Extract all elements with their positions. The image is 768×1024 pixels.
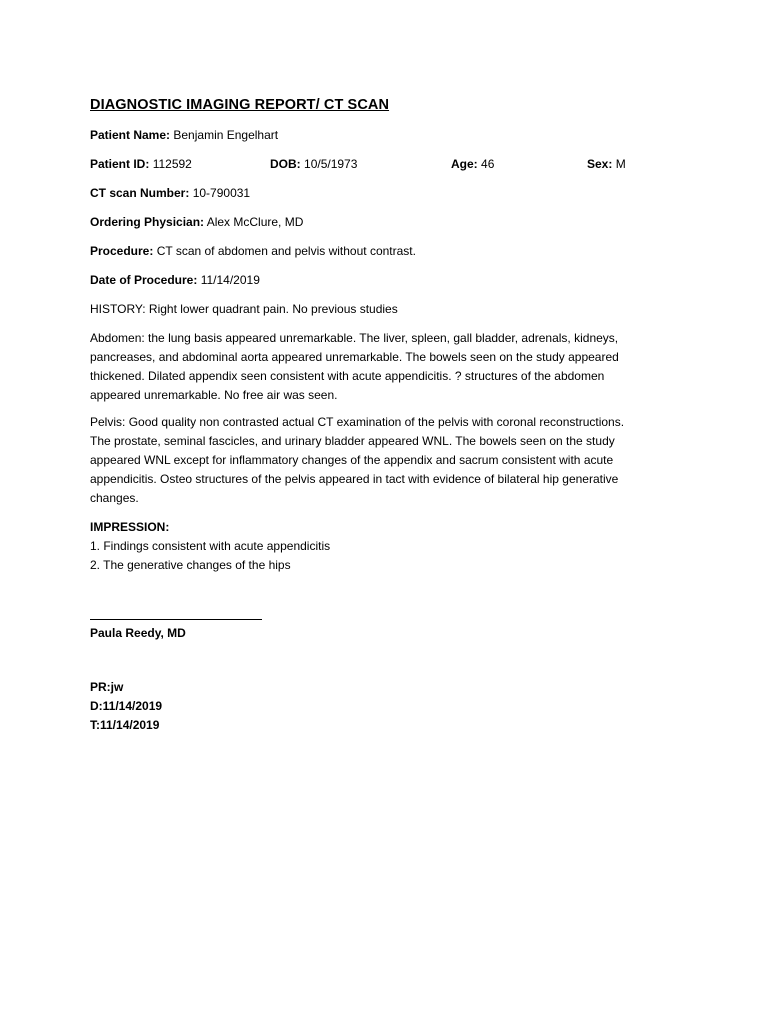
footer-dictated: D:11/14/2019 xyxy=(90,699,163,713)
physician-line xyxy=(90,213,690,232)
pelvis-line: changes. xyxy=(90,491,139,505)
physician-value: Alex McClure, MD xyxy=(206,215,304,229)
dob-field xyxy=(270,155,357,174)
patient-name-label: Patient Name: xyxy=(90,128,171,142)
dob-label: DOB: xyxy=(270,157,301,171)
report-page xyxy=(90,95,690,735)
date-label: Date of Procedure: xyxy=(90,273,198,287)
abdomen-line xyxy=(90,329,690,348)
sex-label: Sex: xyxy=(587,157,613,171)
date-line xyxy=(90,271,690,290)
patient-id-label: Patient ID: xyxy=(90,157,150,171)
date-value: 11/14/2019 xyxy=(200,273,260,287)
patient-info-row xyxy=(90,155,690,174)
sex-field xyxy=(587,155,626,174)
history-label: HISTORY: xyxy=(90,302,146,316)
ct-scan-label: CT scan Number: xyxy=(90,186,190,200)
signature-line xyxy=(90,607,262,620)
abdomen-line: thickened. Dilated appendix seen consistent with acute appendicitis. ? structures of the abdomen xyxy=(90,369,605,383)
ct-scan-value: 10-790031 xyxy=(192,186,251,200)
abdomen-text: the lung basis appeared unremarkable. The liver, spleen, gall bladder, adrenals, kidneys, xyxy=(148,331,619,345)
impression-item: 1. Findings consistent with acute appendicitis xyxy=(90,539,331,553)
age-field xyxy=(451,155,494,174)
abdomen-line: appeared unremarkable. No free air was seen. xyxy=(90,388,338,402)
pelvis-line: appendicitis. Osteo structures of the pelvis appeared in tact with evidence of bilateral hip generative xyxy=(90,472,619,486)
history-value: Right lower quadrant pain. No previous studies xyxy=(148,302,398,316)
pelvis-text: Good quality non contrasted actual CT examination of the pelvis with coronal reconstructions. xyxy=(128,415,625,429)
pelvis-line: appeared WNL except for inflammatory changes of the appendix and sacrum consistent with acute xyxy=(90,453,614,467)
patient-name-line xyxy=(90,126,690,145)
ct-scan-line xyxy=(90,184,690,203)
dob-value: 10/5/1973 xyxy=(304,157,358,171)
impression-label: IMPRESSION: xyxy=(90,520,170,534)
impression-section xyxy=(90,518,690,575)
footer-initials: PR:jw xyxy=(90,680,124,694)
footer-transcribed: T:11/14/2019 xyxy=(90,718,160,732)
age-label: Age: xyxy=(451,157,478,171)
physician-label: Ordering Physician: xyxy=(90,215,205,229)
patient-id-value: 112592 xyxy=(152,157,192,171)
pelvis-line xyxy=(90,413,690,432)
procedure-label: Procedure: xyxy=(90,244,154,258)
pelvis-line: The prostate, seminal fascicles, and urinary bladder appeared WNL. The bowels seen on the study xyxy=(90,434,615,448)
abdomen-section xyxy=(90,329,690,405)
impression-item: 2. The generative changes of the hips xyxy=(90,558,291,572)
sex-value: M xyxy=(615,157,626,171)
pelvis-label: Pelvis: xyxy=(90,415,126,429)
procedure-value: CT scan of abdomen and pelvis without contrast. xyxy=(156,244,416,258)
procedure-line xyxy=(90,242,690,261)
transcription-footer xyxy=(90,678,690,735)
report-title: DIAGNOSTIC IMAGING REPORT/ CT SCAN xyxy=(90,97,390,113)
patient-id-field xyxy=(90,155,192,174)
abdomen-label: Abdomen: xyxy=(90,331,145,345)
age-value: 46 xyxy=(481,157,495,171)
abdomen-line: pancreases, and abdominal aorta appeared unremarkable. The bowels seen on the study appeared xyxy=(90,350,619,364)
pelvis-section xyxy=(90,413,690,508)
history-line xyxy=(90,300,690,319)
signature-name: Paula Reedy, MD xyxy=(90,626,186,640)
patient-name-value: Benjamin Engelhart xyxy=(173,128,279,142)
